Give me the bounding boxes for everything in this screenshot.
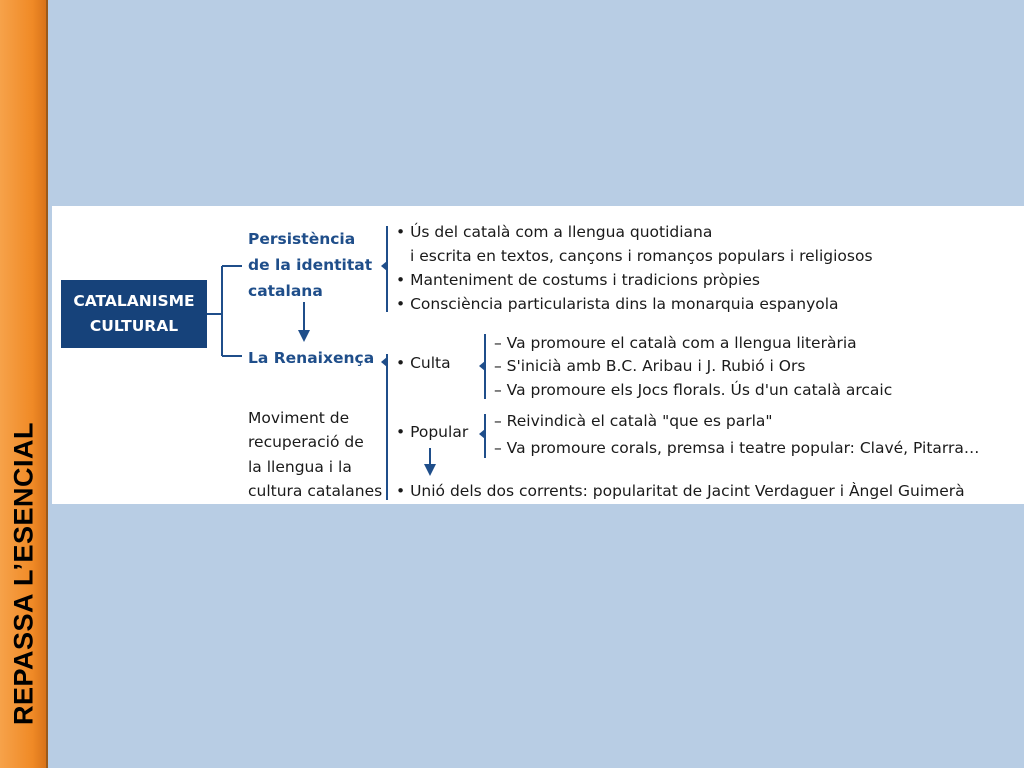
culta-item: – Va promoure el català com a llengua literària — [494, 334, 857, 352]
root-label-line2: CULTURAL — [89, 317, 179, 335]
branch2-description-line: recuperació de — [248, 433, 364, 451]
branch2-title: La Renaixença — [248, 349, 375, 367]
popular-item: – Va promoure corals, premsa i teatre popular: Clavé, Pitarra… — [494, 439, 980, 457]
branch1-title-line1: Persistència — [248, 230, 356, 248]
branch1-item: i escrita en textos, cançons i romanços populars i religiosos — [410, 247, 873, 265]
branch2-description-line: cultura catalanes — [248, 482, 383, 500]
culta-label: • Culta — [396, 354, 451, 372]
sidebar — [0, 0, 48, 768]
popular-item: – Reivindicà el català "que es parla" — [494, 412, 773, 430]
bracket-tip-icon — [479, 361, 485, 371]
branch1-item: • Manteniment de costums i tradicions pròpies — [396, 271, 760, 289]
branch2-description-line: Moviment de — [248, 409, 350, 427]
branch1-title-line3: catalana — [248, 282, 323, 300]
concept-map — [52, 206, 1024, 504]
arrow-down-icon — [424, 464, 436, 476]
root-box — [61, 280, 207, 348]
branch2-description-line: la llengua i la — [248, 458, 352, 476]
bracket-tip-icon — [479, 429, 485, 439]
arrow-down-icon — [298, 330, 310, 342]
bracket-tip-icon — [381, 261, 387, 271]
culta-item: – S'inicià amb B.C. Aribau i J. Rubió i Ors — [494, 357, 806, 375]
root-label-line1: CATALANISME — [73, 292, 195, 311]
bracket-tip-icon — [381, 357, 387, 367]
branch1-title-line2: de la identitat — [248, 256, 373, 274]
culta-item: – Va promoure els Jocs florals. Ús d'un català arcaic — [494, 381, 893, 399]
branch1-item: • Consciència particularista dins la monarquia espanyola — [396, 295, 839, 313]
branch1-item: • Ús del català com a llengua quotidiana — [396, 223, 713, 241]
popular-label: • Popular — [396, 423, 469, 441]
union-item: • Unió dels dos corrents: popularitat de Jacint Verdaguer i Àngel Guimerà — [396, 482, 965, 500]
sidebar-title: REPASSA L’ESENCIAL — [8, 421, 39, 725]
